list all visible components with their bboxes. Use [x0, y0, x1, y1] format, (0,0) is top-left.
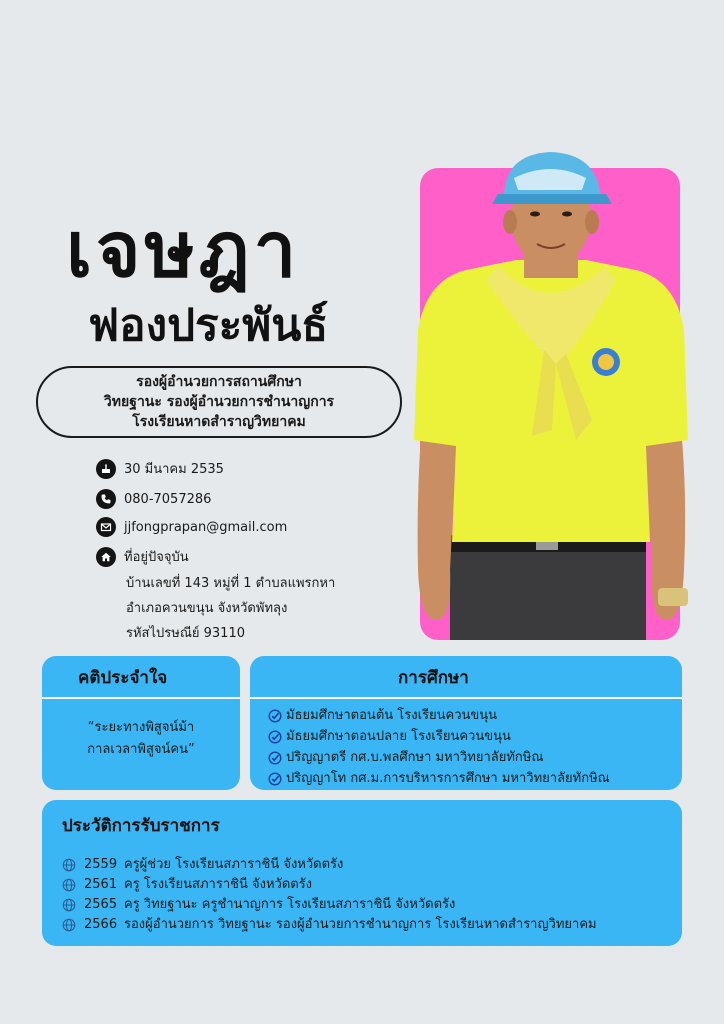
home-icon [96, 547, 116, 567]
career-year: 2559 [84, 857, 118, 872]
career-heading: ประวัติการรับราชการ [62, 816, 220, 836]
email-row [96, 517, 287, 537]
phone-text: 080-7057286 [124, 491, 212, 507]
list-item [268, 726, 682, 747]
position-title-line: วิทยฐานะ รองผู้อำนวยการชำนาญการ [103, 394, 335, 410]
motto-line: กาลเวลาพิสูจน์คน” [87, 742, 195, 757]
globe-icon [62, 918, 76, 932]
career-text: รองผู้อำนวยการ วิทยฐานะ รองผู้อำนวยการชำนาญการ โรงเรียนหาดสำราญวิทยาคม [124, 917, 597, 932]
address-line: รหัสไปรษณีย์ 93110 [126, 626, 245, 641]
motto-line: “ระยะทางพิสูจน์ม้า [87, 720, 195, 735]
motto-heading: คติประจำใจ [42, 656, 240, 699]
phone-row [96, 489, 211, 509]
cake-icon [96, 459, 116, 479]
position-title-box [36, 366, 402, 438]
globe-icon [62, 898, 76, 912]
birthday-row [96, 458, 224, 479]
position-title-line: โรงเรียนหาดสำราญวิทยาคม [132, 414, 306, 430]
portrait-photo [406, 150, 696, 640]
address-row [96, 546, 189, 567]
globe-icon [62, 858, 76, 872]
check-circle-icon [268, 730, 282, 744]
career-panel [42, 800, 682, 946]
list-item [268, 705, 682, 726]
check-circle-icon [268, 709, 282, 723]
career-year: 2565 [84, 897, 118, 912]
list-item [62, 915, 682, 935]
education-item: มัธยมศึกษาตอนปลาย โรงเรียนควนขนุน [286, 729, 511, 744]
motto-panel [42, 656, 240, 790]
address-label: ที่อยู่ปัจจุบัน [124, 550, 189, 565]
education-item: ปริญญาโท กศ.ม.การบริหารการศึกษา มหาวิทยาลัยทักษิณ [286, 771, 610, 786]
first-name: เจษฎา [66, 205, 301, 294]
education-item: มัธยมศึกษาตอนต้น โรงเรียนควนขนุน [286, 708, 498, 723]
career-text: ครู โรงเรียนสภาราชินี จังหวัดตรัง [124, 877, 313, 892]
education-heading: การศึกษา [250, 656, 682, 699]
list-item [268, 768, 682, 789]
last-name: ฟองประพันธ์ [88, 300, 329, 351]
birthday-text: 30 มีนาคม 2535 [124, 462, 224, 477]
list-item [62, 875, 682, 895]
email-text: jjfongprapan@gmail.com [124, 519, 288, 535]
list-item [62, 895, 682, 915]
mail-icon [96, 517, 116, 537]
check-circle-icon [268, 751, 282, 765]
career-text: ครูผู้ช่วย โรงเรียนสภาราชินี จังหวัดตรัง [124, 857, 344, 872]
career-year: 2561 [84, 877, 118, 892]
motto-text [42, 699, 240, 761]
list-item [62, 855, 682, 875]
list-item [268, 747, 682, 768]
globe-icon [62, 878, 76, 892]
career-year: 2566 [84, 917, 118, 932]
education-list [250, 699, 682, 789]
education-panel [250, 656, 682, 790]
check-circle-icon [268, 772, 282, 786]
career-list [42, 839, 682, 935]
address-line: อำเภอควนขนุน จังหวัดพัทลุง [126, 601, 288, 616]
address-line: บ้านเลขที่ 143 หมู่ที่ 1 ตำบลแพรกหา [126, 576, 336, 591]
education-item: ปริญญาตรี กศ.บ.พลศึกษา มหาวิทยาลัยทักษิณ [286, 750, 544, 765]
phone-icon [96, 489, 116, 509]
position-title-line: รองผู้อำนวยการสถานศึกษา [136, 374, 302, 390]
career-text: ครู วิทยฐานะ ครูชำนาญการ โรงเรียนสภาราชินี จังหวัดตรัง [124, 897, 456, 912]
